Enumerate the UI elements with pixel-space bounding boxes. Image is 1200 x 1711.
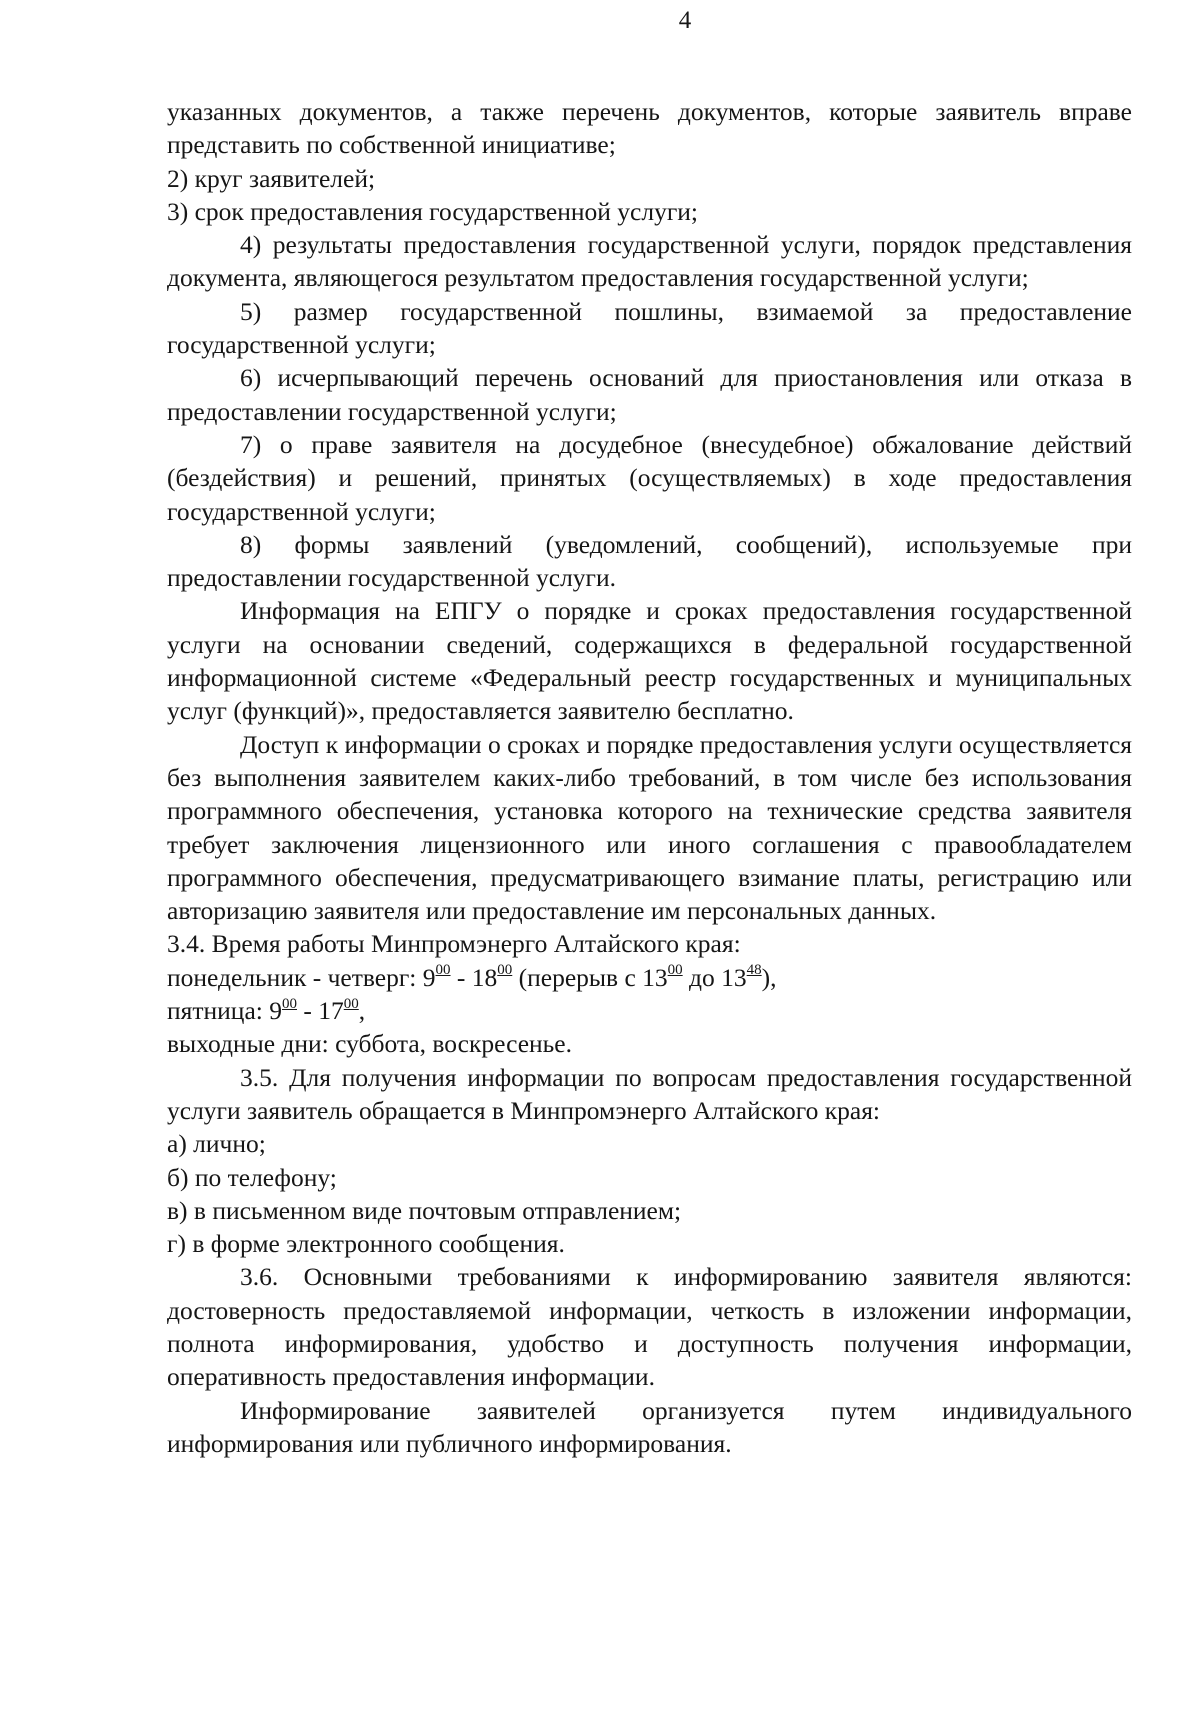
list-item-forms: 8) формы заявлений (уведомлений, сообщений), используемые при предоставлении государственной услуги. — [167, 529, 1132, 593]
schedule-weekdays-sup-1: 00 — [435, 962, 451, 979]
list-item-electronic: г) в форме электронного сообщения. — [167, 1229, 565, 1259]
schedule-weekdays-mid-3: до 13 — [682, 962, 747, 992]
schedule-weekdays-prefix: понедельник - четверг: 9 — [167, 962, 436, 992]
schedule-weekdays-mid-2: (перерыв с 13 — [512, 962, 668, 992]
section-3-5-paragraph: 3.5. Для получения информации по вопросам предоставления государственной услуги заявитель обращается в Минпромэнерго Алтайского края: — [167, 1062, 1132, 1125]
list-item-applicants: 2) круг заявителей; — [167, 163, 376, 193]
list-item-phone: б) по телефону; — [167, 1162, 337, 1192]
schedule-weekdays-suffix: ), — [761, 962, 777, 992]
paragraph-informing: Информирование заявителей организуется путем индивидуального информирования или публичного информирования. — [167, 1395, 1132, 1458]
schedule-weekdays-mid-1: - 18 — [450, 962, 498, 992]
schedule-friday-suffix: , — [358, 996, 366, 1026]
schedule-friday-prefix: пятница: 9 — [167, 996, 282, 1026]
schedule-weekdays-sup-4: 48 — [746, 962, 762, 979]
page-number: 4 — [678, 7, 692, 34]
schedule-weekdays-sup-3: 00 — [667, 962, 683, 979]
paragraph-access-info: Доступ к информации о сроках и порядке предоставления услуги осуществляется без выполнения заявителем каких-либо требований, в том числе без использования программного обеспечения, установка которого на технические средства заявителя требует заключения лицензионного или иного соглашения с правообладателем программного обеспечения, предусматривающего взимание платы, регистрацию или авторизацию заявителя или предоставление им персональных данных. — [167, 729, 1132, 926]
list-item-grounds: 6) исчерпывающий перечень оснований для приостановления или отказа в предоставлении государственной услуги; — [167, 363, 1132, 426]
list-item-in-person: а) лично; — [167, 1129, 266, 1159]
paragraph-epgu-info: Информация на ЕПГУ о порядке и сроках предоставления государственной услуги на основании сведений, содержащихся в федеральной государственной информационной системе «Федеральный реестр государственных и муниципальных услуг (функций)», предоставляется заявителю бесплатно. — [167, 596, 1132, 726]
list-item-term: 3) срок предоставления государственной услуги; — [167, 196, 699, 226]
list-item-mail: в) в письменном виде почтовым отправлением; — [167, 1195, 682, 1225]
schedule-friday-mid-1: - 17 — [297, 996, 344, 1026]
schedule-friday-sup-2: 00 — [343, 995, 359, 1012]
list-item-results: 4) результаты предоставления государственной услуги, порядок представления документа, являющегося результатом предоставления государственной услуги; — [167, 230, 1132, 293]
document-body — [167, 95, 1132, 1460]
schedule-friday — [167, 994, 1132, 1027]
paragraph-documents-continued: указанных документов, а также перечень документов, которые заявитель вправе представить по собственной инициативе; — [167, 97, 1132, 160]
schedule-weekdays-sup-2: 00 — [497, 962, 513, 979]
schedule-weekdays — [167, 961, 1132, 994]
list-item-fee: 5) размер государственной пошлины, взимаемой за предоставление государственной услуги; — [167, 296, 1132, 360]
list-item-appeal: 7) о праве заявителя на досудебное (внесудебное) обжалование действий (бездействия) и решений, принятых (осуществляемых) в ходе предоставления государственной услуги; — [167, 429, 1132, 526]
section-3-4-heading: 3.4. Время работы Минпромэнерго Алтайского края: — [167, 929, 741, 959]
schedule-friday-sup-1: 00 — [282, 995, 297, 1012]
section-3-6-paragraph: 3.6. Основными требованиями к информированию заявителя являются: достоверность предоставляемой информации, четкость в изложении информации, полнота информирования, удобство и доступность получения информации, оперативность предоставления информации. — [167, 1262, 1132, 1392]
schedule-weekend: выходные дни: суббота, воскресенье. — [167, 1029, 572, 1059]
